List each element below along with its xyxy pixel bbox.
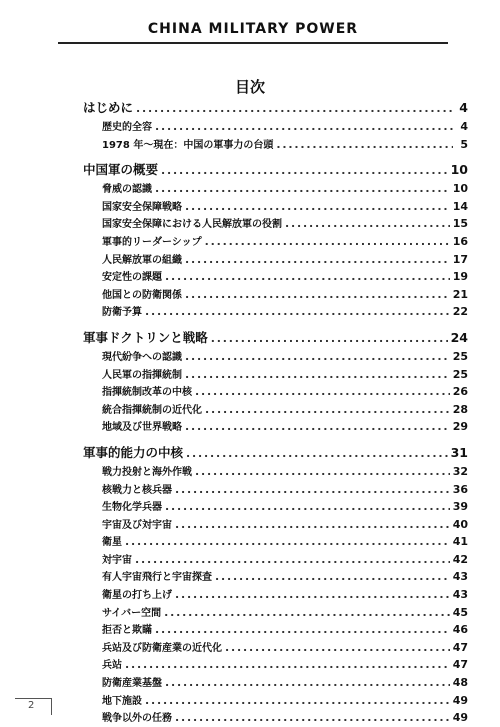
toc-entry-page: 47 bbox=[452, 658, 468, 672]
toc-subsection[interactable] bbox=[83, 568, 468, 586]
toc-subsection[interactable] bbox=[83, 463, 468, 481]
toc-entry-page: 49 bbox=[452, 693, 468, 707]
dot-leader bbox=[125, 533, 450, 551]
toc-entry-label: 指揮統制改革の中核 bbox=[102, 387, 192, 399]
toc-subsection[interactable] bbox=[83, 366, 468, 384]
dot-leader bbox=[136, 99, 453, 118]
dot-leader bbox=[185, 348, 450, 366]
toc-entry-label: 宇宙及び対宇宙 bbox=[102, 519, 172, 531]
dot-leader bbox=[175, 586, 450, 604]
toc-section[interactable] bbox=[83, 328, 468, 348]
toc-entry-label: 安定性の課題 bbox=[102, 272, 162, 284]
toc-entry-label: 衛星の打ち上げ bbox=[102, 590, 172, 602]
toc-entry-page: 4 bbox=[459, 100, 468, 115]
toc-entry-label: 歴史的全容 bbox=[102, 122, 152, 133]
toc-section[interactable] bbox=[83, 98, 468, 118]
toc-subsection[interactable] bbox=[83, 251, 468, 269]
toc-entry-label: 防衛予算 bbox=[102, 307, 142, 319]
toc-entry-page: 31 bbox=[450, 444, 468, 460]
toc-entry-label: サイバー空間 bbox=[102, 607, 162, 619]
toc-entry-page: 32 bbox=[452, 464, 468, 478]
toc-entry-label: 戦争以外の任務 bbox=[102, 713, 172, 725]
toc-subsection[interactable] bbox=[83, 198, 468, 216]
page-number: 2 bbox=[28, 700, 35, 711]
dot-leader bbox=[175, 481, 450, 499]
toc-entry-page: 28 bbox=[452, 402, 468, 416]
toc-entry-page: 25 bbox=[452, 367, 468, 381]
toc-entry-page: 24 bbox=[450, 329, 468, 345]
toc-entry-page: 5 bbox=[460, 137, 468, 151]
toc-entry-label: 脅威の認識 bbox=[102, 184, 152, 196]
toc-entry-page: 25 bbox=[452, 349, 468, 363]
toc-entry-label: 兵站 bbox=[102, 660, 122, 672]
dot-leader bbox=[145, 692, 450, 710]
toc-entry-page: 21 bbox=[452, 287, 468, 301]
toc-entry-page: 26 bbox=[452, 385, 468, 399]
toc-entry-page: 43 bbox=[452, 588, 468, 602]
dot-leader bbox=[285, 215, 450, 233]
toc-entry-label: 防衛産業基盤 bbox=[102, 678, 162, 690]
toc-entry-page: 4 bbox=[460, 120, 468, 133]
dot-leader bbox=[276, 136, 453, 154]
toc-entry-page: 10 bbox=[452, 182, 468, 196]
toc-entry-page: 17 bbox=[452, 252, 468, 266]
toc-entry-label: 戦力投射と海外作戦 bbox=[102, 466, 192, 478]
toc-title: 目次 bbox=[234, 78, 265, 96]
toc-entry-label: 地域及び世界戦略 bbox=[102, 422, 182, 434]
toc-subsection[interactable] bbox=[83, 180, 468, 198]
toc-subsection[interactable] bbox=[83, 498, 468, 516]
toc-entry-label: 現代紛争への認識 bbox=[102, 351, 182, 363]
toc-subsection[interactable] bbox=[83, 303, 468, 321]
toc-subsection[interactable] bbox=[83, 692, 468, 710]
toc-entry-label: 統合指揮統制の近代化 bbox=[102, 404, 202, 416]
dot-leader bbox=[155, 118, 453, 136]
toc-entry-label: 国家安全保障戦略 bbox=[102, 201, 182, 213]
toc-entry-label: 軍事ドクトリンと戦略 bbox=[83, 329, 208, 345]
toc-subsection[interactable] bbox=[83, 656, 468, 674]
toc-entry-page: 19 bbox=[452, 270, 468, 284]
toc-entry-label: 人民解放軍の組織 bbox=[102, 254, 182, 266]
running-header bbox=[58, 20, 448, 44]
toc-subsection[interactable] bbox=[83, 639, 468, 657]
toc-entry-label: 兵站及び防衛産業の近代化 bbox=[102, 642, 222, 654]
toc-entry-page: 43 bbox=[452, 570, 468, 584]
toc-section[interactable] bbox=[83, 160, 468, 180]
toc-subsection[interactable] bbox=[83, 533, 468, 551]
toc-entry-page: 10 bbox=[450, 162, 468, 178]
dot-leader bbox=[155, 180, 450, 198]
header-title: CHINA MILITARY POWER bbox=[147, 21, 359, 37]
toc-entry-label: 地下施設 bbox=[102, 695, 142, 707]
toc-entry-label: 有人宇宙飛行と宇宙探査 bbox=[102, 572, 212, 584]
toc-subsection[interactable] bbox=[83, 418, 468, 436]
toc-subsection[interactable] bbox=[83, 268, 468, 286]
table-of-contents bbox=[83, 98, 468, 727]
toc-entry-label: 人民軍の指揮統制 bbox=[102, 369, 182, 381]
toc-subsection[interactable] bbox=[83, 286, 468, 304]
dot-leader bbox=[215, 568, 450, 586]
toc-entry-label: 生物化学兵器 bbox=[102, 502, 162, 514]
toc-entry-page: 40 bbox=[452, 517, 468, 531]
dot-leader bbox=[186, 444, 448, 463]
toc-subsection[interactable] bbox=[83, 516, 468, 534]
dot-leader bbox=[175, 709, 450, 727]
dot-leader bbox=[165, 498, 450, 516]
dot-leader bbox=[211, 329, 448, 348]
toc-entry-label: 拒否と欺瞞 bbox=[102, 625, 152, 637]
toc-entry-page: 36 bbox=[452, 482, 468, 496]
dot-leader bbox=[195, 383, 450, 401]
dot-leader bbox=[225, 639, 450, 657]
dot-leader bbox=[175, 516, 450, 534]
toc-section[interactable] bbox=[83, 443, 468, 463]
toc-subsection[interactable] bbox=[83, 586, 468, 604]
toc-entry-label: 軍事的能力の中核 bbox=[83, 444, 184, 460]
dot-leader bbox=[165, 268, 450, 286]
toc-subsection[interactable] bbox=[83, 233, 468, 251]
toc-entry-label: 1978 年～現在：中国の軍事力の台頭 bbox=[102, 139, 274, 151]
toc-subsection[interactable] bbox=[83, 551, 468, 569]
toc-subsection[interactable] bbox=[83, 481, 468, 499]
toc-subsection[interactable] bbox=[83, 621, 468, 639]
dot-leader bbox=[135, 551, 450, 569]
dot-leader bbox=[125, 656, 450, 674]
toc-entry-page: 29 bbox=[452, 420, 468, 434]
toc-entry-label: 衛星 bbox=[102, 537, 122, 549]
toc-subsection[interactable] bbox=[83, 709, 468, 727]
toc-entry-label: 国家安全保障における人民解放軍の役割 bbox=[102, 219, 282, 231]
toc-entry-page: 15 bbox=[452, 217, 468, 231]
dot-leader bbox=[164, 604, 450, 622]
toc-subsection[interactable] bbox=[83, 136, 468, 154]
toc-entry-page: 46 bbox=[452, 623, 468, 637]
toc-entry-page: 47 bbox=[452, 640, 468, 654]
dot-leader bbox=[185, 286, 450, 304]
dot-leader bbox=[165, 674, 450, 692]
toc-entry-page: 14 bbox=[452, 199, 468, 213]
toc-subsection[interactable] bbox=[83, 401, 468, 419]
toc-entry-page: 39 bbox=[452, 500, 468, 514]
toc-subsection[interactable] bbox=[83, 118, 468, 136]
dot-leader bbox=[205, 233, 450, 251]
toc-entry-page: 45 bbox=[452, 605, 468, 619]
toc-entry-label: 対宇宙 bbox=[102, 554, 132, 566]
dot-leader bbox=[185, 251, 450, 269]
toc-entry-page: 16 bbox=[452, 234, 468, 248]
toc-entry-page: 49 bbox=[452, 711, 468, 725]
toc-entry-page: 48 bbox=[452, 676, 468, 690]
toc-entry-label: 中国軍の概要 bbox=[83, 162, 159, 178]
toc-entry-label: 他国との防衛関係 bbox=[102, 289, 182, 301]
toc-entry-label: 核戦力と核兵器 bbox=[102, 484, 172, 496]
toc-entry-page: 22 bbox=[452, 305, 468, 319]
dot-leader bbox=[195, 463, 450, 481]
dot-leader bbox=[185, 366, 450, 384]
toc-entry-label: 軍事的リーダーシップ bbox=[102, 236, 202, 248]
toc-subsection[interactable] bbox=[83, 604, 468, 622]
toc-entry-page: 41 bbox=[452, 535, 468, 549]
toc-entry-page: 42 bbox=[452, 552, 468, 566]
dot-leader bbox=[161, 161, 448, 180]
toc-subsection[interactable] bbox=[83, 215, 468, 233]
dot-leader bbox=[185, 198, 450, 216]
toc-subsection[interactable] bbox=[83, 383, 468, 401]
dot-leader bbox=[155, 621, 450, 639]
dot-leader bbox=[145, 303, 450, 321]
toc-subsection[interactable] bbox=[83, 674, 468, 692]
dot-leader bbox=[185, 418, 450, 436]
dot-leader bbox=[205, 401, 450, 419]
toc-entry-label: はじめに bbox=[83, 100, 134, 115]
toc-subsection[interactable] bbox=[83, 348, 468, 366]
